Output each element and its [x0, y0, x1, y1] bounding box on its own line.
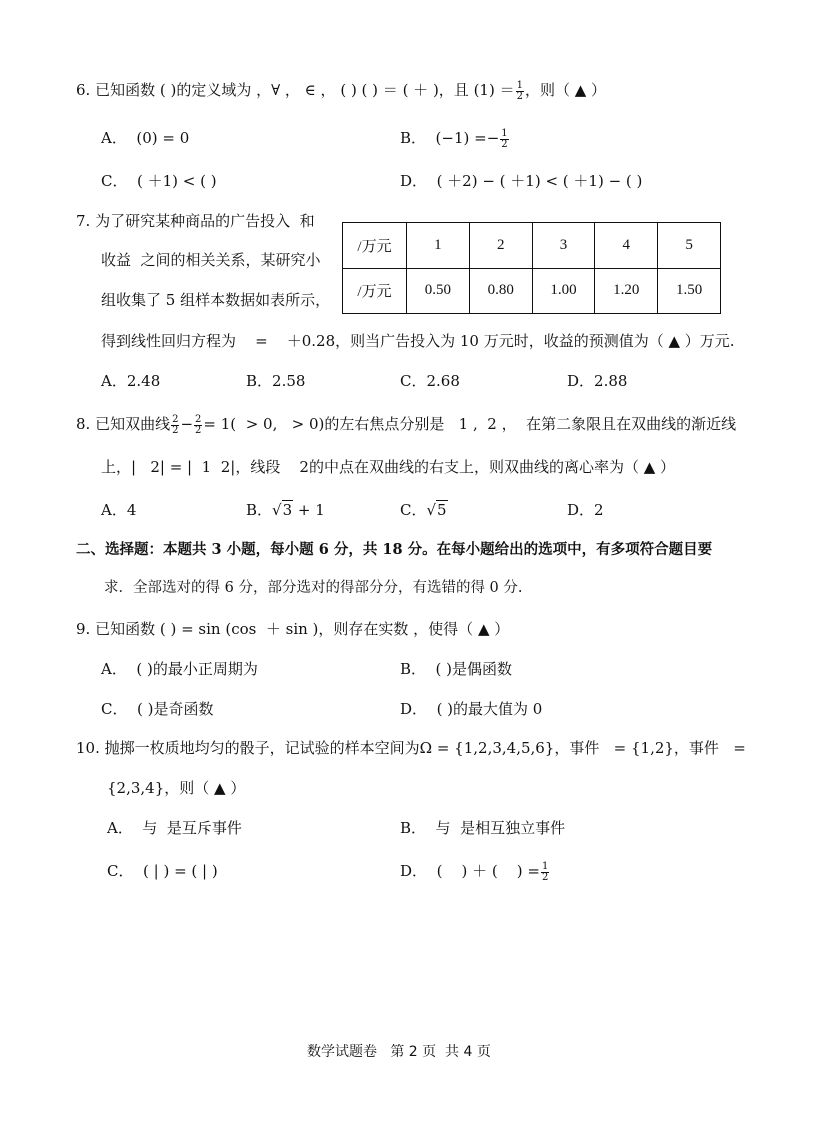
table-row: [343, 223, 721, 269]
q9-option-b: B． ( )是偶函数: [400, 660, 513, 678]
table-cell: 3: [532, 223, 595, 269]
q8-fraction-1: $\frac{2}{2}$: [172, 413, 179, 436]
q10-option-d-fraction: $\frac{1}{2}$: [542, 860, 549, 883]
table-cell: /万元: [343, 268, 407, 314]
q6-stem-text: 6. 已知函数 ( )的定义域为 ，∀ ， ∈ ， ( ) ( ) ＝ ( ＋ )，且 (1) ＝: [76, 81, 515, 99]
table-cell: 1.00: [532, 268, 595, 314]
q10-option-c: C． ( | ) = ( | ): [107, 862, 218, 880]
q6-fraction: $\frac{1}{2}$: [516, 79, 523, 102]
q9-stem: 9. 已知函数 ( ) = sin (cos ＋ sin )，则存在实数 ，使得（ ▲ ）: [76, 620, 510, 638]
table-row: [343, 268, 721, 314]
q6-stem: [76, 80, 606, 102]
page-footer: 数学试题卷 第 2 页 共 4 页: [307, 1044, 491, 1060]
q9-option-d: D． ( )的最大值为 0: [400, 700, 543, 718]
table-cell: 0.50: [407, 268, 470, 314]
q7-option-a: A．2.48: [101, 372, 161, 390]
q10-line1: 10. 抛掷一枚质地均匀的骰子，记试验的样本空间为Ω = {1,2,3,4,5,6}，事件 = {1,2}，事件 =: [76, 739, 746, 757]
q7-option-b: B．2.58: [246, 372, 306, 390]
q8-stem: 8. 已知双曲线 $\frac{2}{2}$ − $\frac{2}{2}$ = 1( > 0, > 0)的左右焦点分别是 1 , 2 ， 在第二象限且在双曲线的渐近线: [76, 413, 737, 436]
sqrt-icon: √5: [426, 501, 447, 519]
section-2-instructions: 求．全部选对的得 6 分，部分选对的得部分分，有选错的得 0 分.: [104, 580, 523, 596]
q8-option-a: A．4: [101, 501, 137, 519]
q7-line3: 组收集了 5 组样本数据如表所示，: [101, 291, 331, 309]
table-cell: 1.20: [595, 268, 658, 314]
q10-line2: {2,3,4}，则（ ▲ ）: [107, 779, 246, 797]
table-cell: 5: [658, 223, 721, 269]
table-cell: 2: [469, 223, 532, 269]
q6-option-d: D． ( ＋2) − ( ＋1) < ( ＋1) − ( ): [400, 172, 643, 190]
q8-option-c: C．√5: [400, 501, 447, 519]
q7-line1: 7. 为了研究某种商品的广告投入 和: [76, 212, 315, 230]
q10-option-d: D． ( ) ＋ ( ) = $\frac{1}{2}$: [400, 860, 549, 883]
section-2-heading: 二、选择题：本题共 3 小题，每小题 6 分，共 18 分。在每小题给出的选项中，有多项符合题目要: [76, 541, 713, 558]
q6-option-b: B． (−1) =− $\frac{1}{2}$: [400, 127, 508, 150]
table-cell: 1: [407, 223, 470, 269]
table-cell: 0.80: [469, 268, 532, 314]
q8-option-b: B．√3 + 1: [246, 501, 325, 519]
table-cell: /万元: [343, 223, 407, 269]
q7-line2: 收益 之间的相关关系，某研究小: [101, 251, 321, 269]
q7-line4: 得到线性回归方程为 = ＋0.28，则当广告投入为 10 万元时，收益的预测值为（ ▲ ）万元.: [101, 332, 735, 350]
q7-data-table: [342, 222, 721, 314]
q10-option-a: A． 与 是互斥事件: [107, 819, 242, 837]
q8-line2: 上，| 2| = | 1 2|，线段 2的中点在双曲线的右支上，则双曲线的离心率为（ ▲ ）: [101, 458, 676, 476]
q8-fraction-2: $\frac{2}{2}$: [195, 413, 202, 436]
q8-option-d: D．2: [567, 501, 604, 519]
q6-stem-tail: ，则（ ▲ ）: [524, 81, 607, 99]
q9-option-c: C． ( )是奇函数: [101, 700, 214, 718]
q6-option-a: A． (0) = 0: [101, 129, 190, 147]
q7-option-d: D．2.88: [567, 372, 628, 390]
table-cell: 1.50: [658, 268, 721, 314]
q9-option-a: A． ( )的最小正周期为: [101, 660, 258, 678]
q6-option-c: C． ( ＋1) < ( ): [101, 172, 217, 190]
table-cell: 4: [595, 223, 658, 269]
q7-option-c: C．2.68: [400, 372, 460, 390]
q6-option-b-fraction: $\frac{1}{2}$: [501, 127, 508, 150]
sqrt-icon: √3: [272, 501, 293, 519]
q10-option-b: B． 与 是相互独立事件: [400, 819, 566, 837]
